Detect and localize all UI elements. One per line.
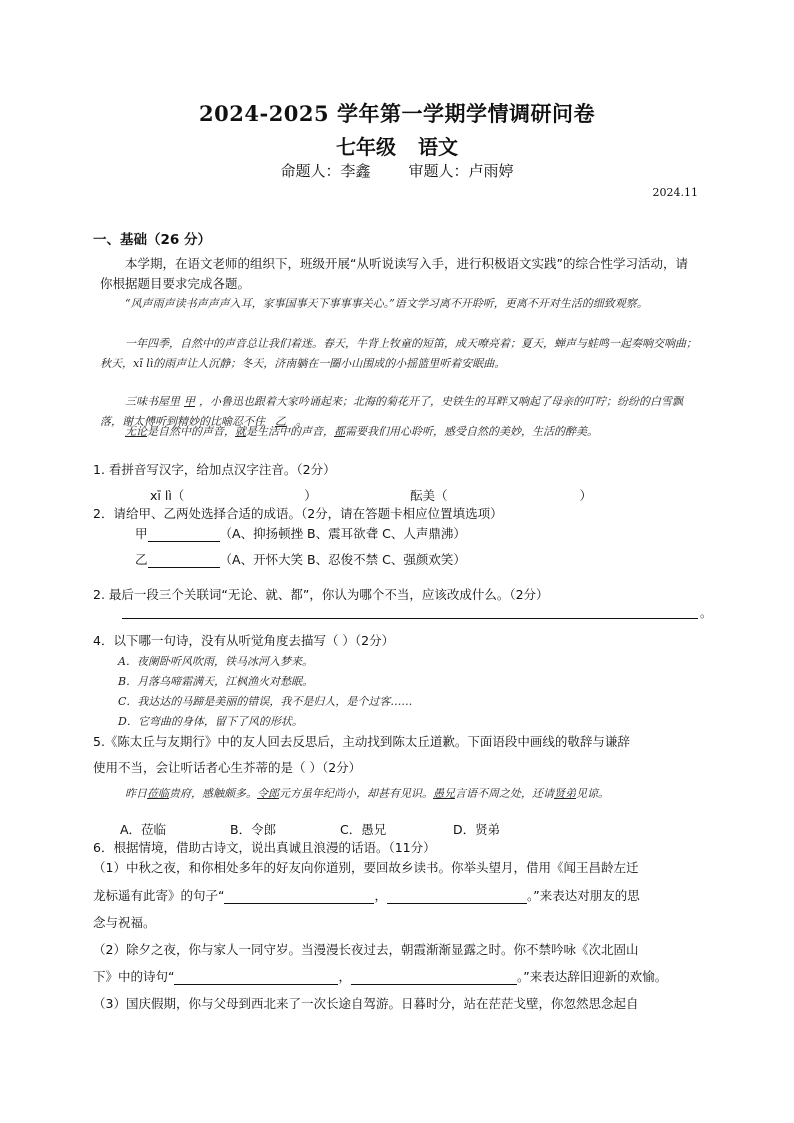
question-6-1-line-3: 念与祝福。	[93, 915, 156, 930]
answer-line[interactable]	[351, 970, 517, 985]
question-6-2-line-1: （2）除夕之夜，你与家人一同守岁。当漫漫长夜过去，朝霞渐渐显露之时。你不禁吟咏《次北固山	[93, 942, 639, 957]
question-4-option-b: B．月落乌啼霜满天，江枫渔火对愁眠。	[118, 675, 314, 688]
question-3-answer-line[interactable]	[122, 618, 698, 619]
section-intro: 本学期，在语文老师的组织下，班级开展“从听说读写入手，进行积极语文实践”的综合性学习活动，请你根据题目要求完成各题。	[100, 256, 688, 291]
exam-subtitle	[0, 131, 794, 160]
author-line	[0, 160, 794, 181]
quote-text: 见谅。	[576, 787, 609, 800]
prompt-text: 。”来表达对朋友的思	[527, 888, 640, 903]
passage-paragraph-2: 一年四季，自然中的声音总让我们着迷。春天，牛背上牧童的短笛，成天嘹亮着；夏天，蝉声与蛙鸣一起奏响交响曲；秋天，xī lì的雨声让人沉静；冬天，济南躺在一圈小山围成的小摇篮里听着安眠曲。	[100, 337, 697, 370]
question-2-yi	[135, 550, 466, 568]
honorific-2: 令郎	[257, 787, 279, 800]
jia-answer-line[interactable]	[148, 527, 220, 542]
answer-line[interactable]	[387, 889, 527, 904]
question-6-2-line-2	[93, 967, 667, 985]
quote-text: 昨日	[125, 787, 147, 800]
section-heading: 一、基础（26 分）	[93, 232, 211, 248]
question-1-item-2	[410, 486, 592, 504]
honorific-1: 莅临	[147, 787, 169, 800]
question-2-stem: 2．请给甲、乙两处选择合适的成语。（2分，请在答题卡相应位置填选项）	[93, 506, 503, 521]
reviewer-label: 审题人：卢雨婷	[408, 162, 514, 180]
question-3-stem: 2. 最后一段三个关联词“无论、就、都”，你认为哪个不当，应该改成什么。（2分）	[93, 587, 549, 602]
prompt-text: 下》中的诗句“	[93, 969, 175, 984]
question-5-option-b: B．令郎	[230, 822, 277, 837]
question-5-options	[120, 820, 500, 838]
paren-close: ）	[579, 488, 593, 503]
passage-text: 是自然中的声音，	[147, 425, 235, 438]
conjunction-2: 就	[235, 425, 246, 438]
question-4-option-c: C．我达达的马蹄是美丽的错误，我不是归人，是个过客……	[118, 695, 413, 708]
question-5-option-c: C．愚兄	[340, 822, 387, 837]
answer-line[interactable]	[224, 889, 374, 904]
passage-text: 。	[296, 415, 307, 428]
yi-label: 乙	[135, 552, 148, 567]
quote-text: 言语不周之处，还请	[455, 787, 554, 800]
question-4-stem: 4．以下哪一句诗，没有从听觉角度去描写（ ）（2分）	[93, 633, 395, 648]
conjunction-3: 都	[334, 425, 345, 438]
passage-text: ，小鲁迅也跟着大家吟诵起来；北海的菊花开了，史铁生的耳畔又响起了母亲的叮咛；纷纷的白雪飘落，谢太傅听到精妙的比喻忍不住	[100, 395, 683, 428]
question-5-stem-1: 5.《陈太丘与友期行》中的友人回去反思后，主动找到陈太丘道歉。下面语段中画线的敬辞与谦辞	[93, 734, 630, 749]
prompt-text: 龙标遥有此寄》的句子“	[93, 888, 225, 903]
comma: ，	[338, 969, 351, 984]
yi-options: （A、开怀大笑 B、忍俊不禁 C、强颜欢笑）	[219, 552, 466, 567]
passage-text: 需要我们用心聆听，感受自然的美妙，生活的醉美。	[345, 425, 598, 438]
exam-title: 2024-2025 学年第一学期学情调研问卷	[199, 101, 595, 126]
subject-label: 语文	[418, 135, 458, 159]
exam-date: 2024.11	[652, 186, 698, 199]
answer-line[interactable]	[174, 970, 338, 985]
question-1-stem: 1. 看拼音写汉字，给加点汉字注音。（2分）	[93, 462, 336, 477]
blank-jia: 甲	[184, 395, 195, 408]
quote-text: 贵府，感触颇多。	[169, 787, 257, 800]
pinyin-label: xī lì（	[150, 488, 185, 503]
prompt-text: 。”来表达辞旧迎新的欢愉。	[517, 969, 668, 984]
question-6-3-line-1: （3）国庆假期，你与父母到西北来了一次长途自驾游。日暮时分，站在茫茫戈壁，你忽然思念起自	[93, 996, 639, 1011]
word-label: 酝美（	[410, 488, 448, 503]
comma: ，	[374, 888, 387, 903]
author-label: 命题人：李鑫	[280, 162, 371, 180]
passage-paragraph-1: “风声雨声读书声声声入耳，家事国事天下事事事关心。”语文学习离不开聆听，更离不开对生活的细致观察。	[125, 297, 648, 310]
question-5-option-d: D．贤弟	[453, 822, 501, 837]
question-2-jia	[135, 524, 466, 542]
question-3-end-mark: 。	[700, 606, 713, 620]
question-6-1-line-2	[93, 886, 640, 904]
humble-word: 愚兄	[433, 787, 455, 800]
question-6-1-line-1: （1）中秋之夜，和你相处多年的好友向你道别，要回故乡读书。你举头望月，借用《闻王昌龄左迁	[93, 860, 639, 875]
quote-text: 元方虽年纪尚小，却甚有见识。	[279, 787, 433, 800]
question-1-item-1	[150, 486, 317, 504]
conjunction-1: 无论	[125, 425, 147, 438]
yi-answer-line[interactable]	[148, 553, 220, 568]
paren-close: ）	[304, 488, 317, 503]
question-6-stem: 6．根据情境，借助古诗文，说出真诚且浪漫的话语。（11分）	[93, 840, 436, 855]
question-5-stem-2: 使用不当，会让听话者心生芥蒂的是（ ）（2分）	[93, 760, 362, 775]
question-5-quote	[100, 784, 700, 804]
question-4-option-a: A．夜阑卧听风吹雨，铁马冰河入梦来。	[118, 655, 313, 668]
jia-label: 甲	[135, 526, 148, 541]
question-5-option-a: A．莅临	[120, 822, 167, 837]
jia-options: （A、抑扬顿挫 B、震耳欲聋 C、人声鼎沸）	[219, 526, 466, 541]
blank-yi: 乙	[275, 415, 286, 428]
grade-label: 七年级	[336, 135, 396, 159]
passage-text: 是生活中的声音，	[246, 425, 334, 438]
honorific-3: 贤弟	[554, 787, 576, 800]
passage-paragraph-4	[100, 422, 700, 442]
passage-text: 三味书屋里	[125, 395, 180, 408]
question-4-option-d: D．它弯曲的身体，留下了风的形状。	[118, 715, 303, 728]
